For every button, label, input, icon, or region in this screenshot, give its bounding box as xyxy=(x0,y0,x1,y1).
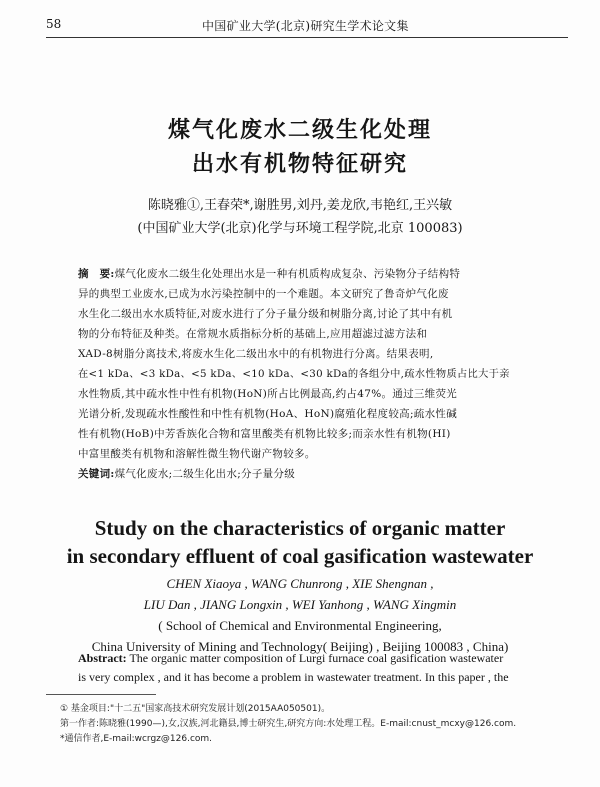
zh-keywords-line xyxy=(78,467,518,481)
en-title-line-1: Study on the characteristics of organic matter xyxy=(94,516,506,540)
zh-abstract-line: 光谱分析,发现疏水性酸性和中性有机物(HoA、HoN)腐殖化程度较高;疏水性碱 xyxy=(78,408,457,420)
zh-keywords-text: 煤气化废水;二级生化出水;分子量分级 xyxy=(114,468,296,480)
running-header: 中国矿业大学(北京)研究生学术论文集 xyxy=(202,19,409,33)
en-abstract-label: Abstract: xyxy=(78,651,127,665)
footnote-first-author: 第一作者:陈晓雅(1990—),女,汉族,河北籍县,博士研究生,研究方向:水处理工程。E-mail:cnust_mcxy@126.com. xyxy=(60,719,517,729)
zh-authors: 陈晓雅①,王春荣*,谢胜男,刘丹,姜龙欣,韦艳红,王兴敏 xyxy=(147,198,453,213)
zh-affiliation: (中国矿业大学(北京)化学与环境工程学院,北京 100083) xyxy=(137,221,463,236)
en-affiliation-line-1: ( School of Chemical and Environmental Engineering, xyxy=(158,618,442,633)
zh-keywords-label: 关键词: xyxy=(78,468,115,480)
zh-abstract-line: 水生化二级出水水质特征,对废水进行了分子量分级和树脂分离,讨论了其中有机 xyxy=(78,308,453,320)
zh-abstract-line: 中富里酸类有机物和溶解性微生物代谢产物较多。 xyxy=(78,448,316,460)
en-abstract-text: The organic matter composition of Lurgi furnace coal gasification wastewater xyxy=(129,651,504,665)
zh-title-line-2: 出水有机物特征研究 xyxy=(191,151,408,177)
header-rule xyxy=(46,37,568,38)
zh-title-line-1: 煤气化废水二级生化处理 xyxy=(167,117,432,143)
zh-abstract-line: 水性物质,其中疏水性中性有机物(HoN)所占比例最高,约占47%。通过三维荧光 xyxy=(78,388,458,400)
en-title-line-2: in secondary effluent of coal gasification wastewater xyxy=(66,544,534,568)
en-affiliation-line-2: China University of Mining and Technology( Beijing) , Beijing 100083 , China) xyxy=(91,639,509,654)
zh-abstract-text: 煤气化废水二级生化处理出水是一种有机质构成复杂、污染物分子结构特 xyxy=(114,268,461,280)
en-authors-line-2: LIU Dan , JIANG Longxin , WEI Yanhong , WANG Xingmin xyxy=(143,597,457,612)
footnote-rule xyxy=(46,694,156,695)
footnote-funding: ① 基金项目:"十二五"国家高技术研究发展计划(2015AA050501)。 xyxy=(60,704,331,714)
page-number: 58 xyxy=(46,17,62,31)
en-authors-line-1: CHEN Xiaoya , WANG Chunrong , XIE Shengnan , xyxy=(166,576,434,591)
zh-abstract-line xyxy=(78,267,518,281)
footnote-corresponding-author: *通信作者,E-mail:wcrgz@126.com. xyxy=(60,734,213,744)
zh-abstract-line: 异的典型工业废水,已成为水污染控制中的一个难题。本文研究了鲁奇炉气化废 xyxy=(78,288,449,300)
zh-abstract-label: 摘 要: xyxy=(78,268,115,280)
zh-abstract-line: XAD-8树脂分离技术,将废水生化二级出水中的有机物进行分离。结果表明, xyxy=(78,348,434,360)
zh-abstract-line: 性有机物(HoB)中芳香族化合物和富里酸类有机物比较多;而亲水性有机物(HI) xyxy=(78,428,451,440)
zh-abstract-line: 物的分布特征及种类。在常规水质指标分析的基础上,应用超滤过滤方法和 xyxy=(78,328,428,340)
en-abstract-line xyxy=(78,651,518,666)
en-abstract-line: is very complex , and it has become a problem in wastewater treatment. In this paper , the xyxy=(78,670,509,684)
zh-abstract-line: 在<1 kDa、<3 kDa、<5 kDa、<10 kDa、<30 kDa的各组分中,疏水性物质占比大于亲 xyxy=(78,368,510,380)
